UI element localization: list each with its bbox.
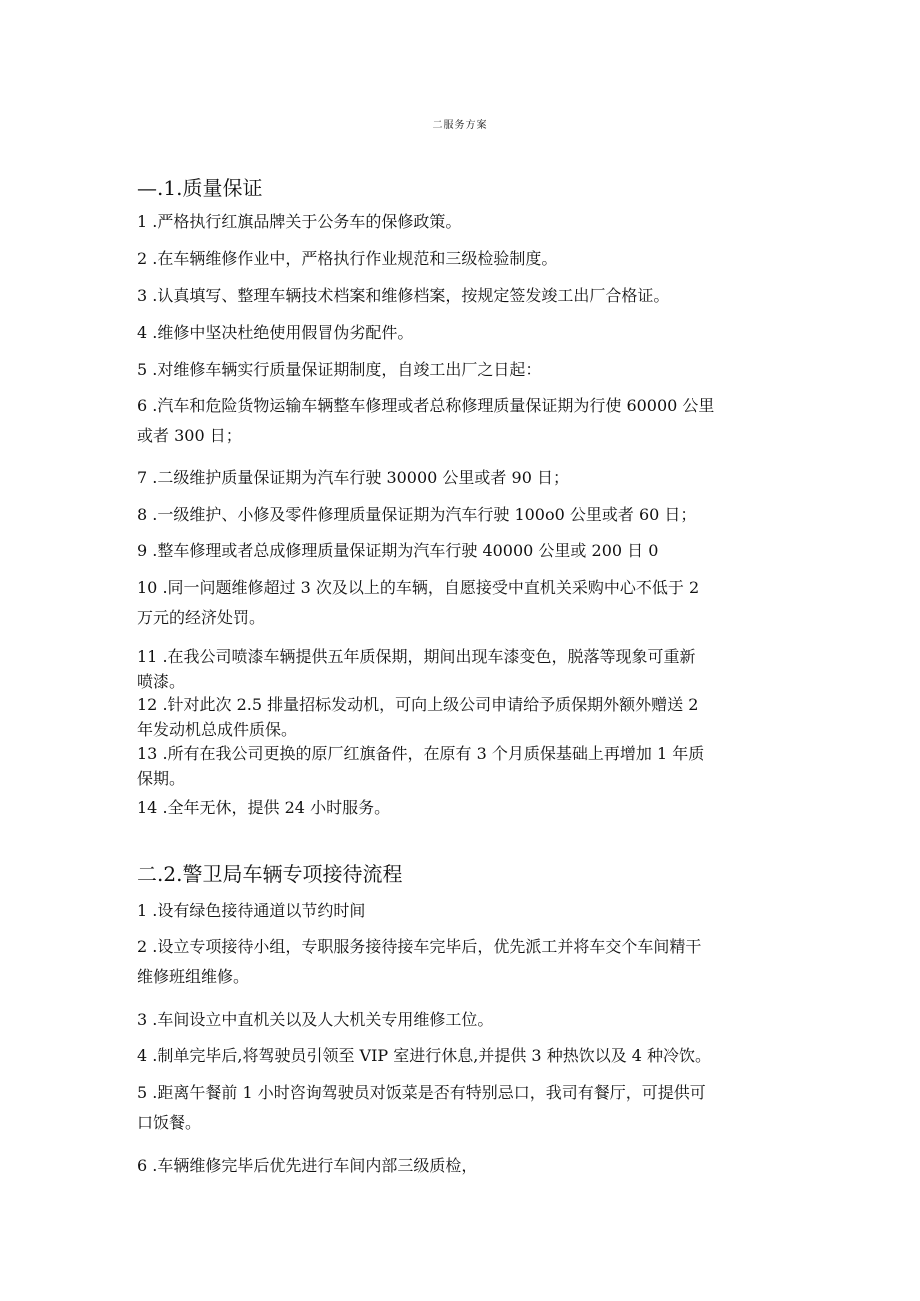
item-line: 保期。 (137, 769, 186, 788)
item-line: 5 .对维修车辆实行质量保证期制度，自竣工出厂之日起： (137, 360, 542, 379)
item-line: 4 .维修中坚决杜绝使用假冒伪劣配件。 (137, 323, 414, 342)
item-line: 11 .在我公司喷漆车辆提供五年质保期，期间出现车漆变色，脱落等现象可重新 (137, 647, 696, 666)
item-line: 2 .设立专项接待小组，专职服务接待接车完毕后，优先派工并将车交个车间精干 (137, 937, 702, 956)
page-title: 二服务方案 (432, 120, 488, 131)
item-line: 8 .一级维护、小修及零件修理质量保证期为汽车行驶 100o0 公里或者 60 日； (137, 505, 697, 524)
item-line: 6 .汽车和危险货物运输车辆整车修理或者总称修理质量保证期为行使 60000 公里 (137, 396, 715, 415)
list-item (137, 207, 802, 237)
item-line: 9 .整车修理或者总成修理质量保证期为汽车行驶 40000 公里或 200 日 0 (137, 541, 659, 560)
item-line: 14 .全年无休，提供 24 小时服务。 (137, 798, 391, 817)
section-heading: 二.2.警卫局车辆专项接待流程 (137, 862, 403, 886)
item-line: 4 .制单完毕后,将驾驶员引领至 VIP 室进行休息,并提供 3 种热饮以及 4 种冷饮。 (137, 1046, 712, 1065)
item-line: 1 .严格执行红旗品牌关于公务车的保修政策。 (137, 212, 462, 231)
item-line: 维修班组维修。 (137, 967, 250, 986)
list-item (137, 793, 802, 823)
list-item (137, 244, 802, 274)
list-item (137, 896, 802, 926)
item-line: 2 .在车辆维修作业中，严格执行作业规范和三级检验制度。 (137, 249, 558, 268)
list-item (137, 1151, 802, 1181)
section-heading: —.1.质量保证 (137, 176, 263, 200)
item-line: 3 .认真填写、整理车辆技术档案和维修档案，按规定签发竣工出厂合格证。 (137, 286, 670, 305)
list-item (137, 355, 802, 385)
list-item (137, 536, 802, 566)
item-line: 3 .车间设立中直机关以及人大机关专用维修工位。 (137, 1010, 494, 1029)
list-item (137, 318, 802, 348)
item-line: 喷漆。 (137, 672, 186, 691)
list-item (137, 500, 802, 530)
item-line: 口饭餐。 (137, 1113, 202, 1132)
list-item (137, 1078, 802, 1138)
list-item (137, 1041, 802, 1071)
item-line: 1 .设有绿色接待通道以节约时间 (137, 901, 366, 920)
list-item (137, 932, 802, 992)
item-line: 5 .距离午餐前 1 小时咨询驾驶员对饭菜是否有特别忌口，我司有餐厅，可提供可 (137, 1083, 706, 1102)
item-line: 10 .同一问题维修超过 3 次及以上的车辆，自愿接受中直机关采购中心不低于 2 (137, 578, 700, 597)
item-line: 12 .针对此次 2.5 排量招标发动机，可向上级公司申请给予质保期外额外赠送 2 (137, 695, 699, 714)
list-item (137, 1005, 802, 1035)
list-item (137, 463, 802, 493)
item-line: 7 .二级维护质量保证期为汽车行驶 30000 公里或者 90 日； (137, 468, 569, 487)
list-item (137, 741, 802, 791)
item-line: 6 .车辆维修完毕后优先进行车间内部三级质检， (137, 1156, 478, 1175)
list-item (137, 692, 802, 742)
item-line: 年发动机总成件质保。 (137, 720, 298, 739)
list-item (137, 281, 802, 311)
item-line: 13 .所有在我公司更换的原厂红旗备件，在原有 3 个月质保基础上再增加 1 年质 (137, 744, 705, 763)
list-item (137, 644, 802, 694)
list-item (137, 391, 802, 451)
item-line: 或者 300 日； (137, 426, 242, 445)
item-line: 万元的经济处罚。 (137, 608, 266, 627)
list-item (137, 573, 802, 633)
